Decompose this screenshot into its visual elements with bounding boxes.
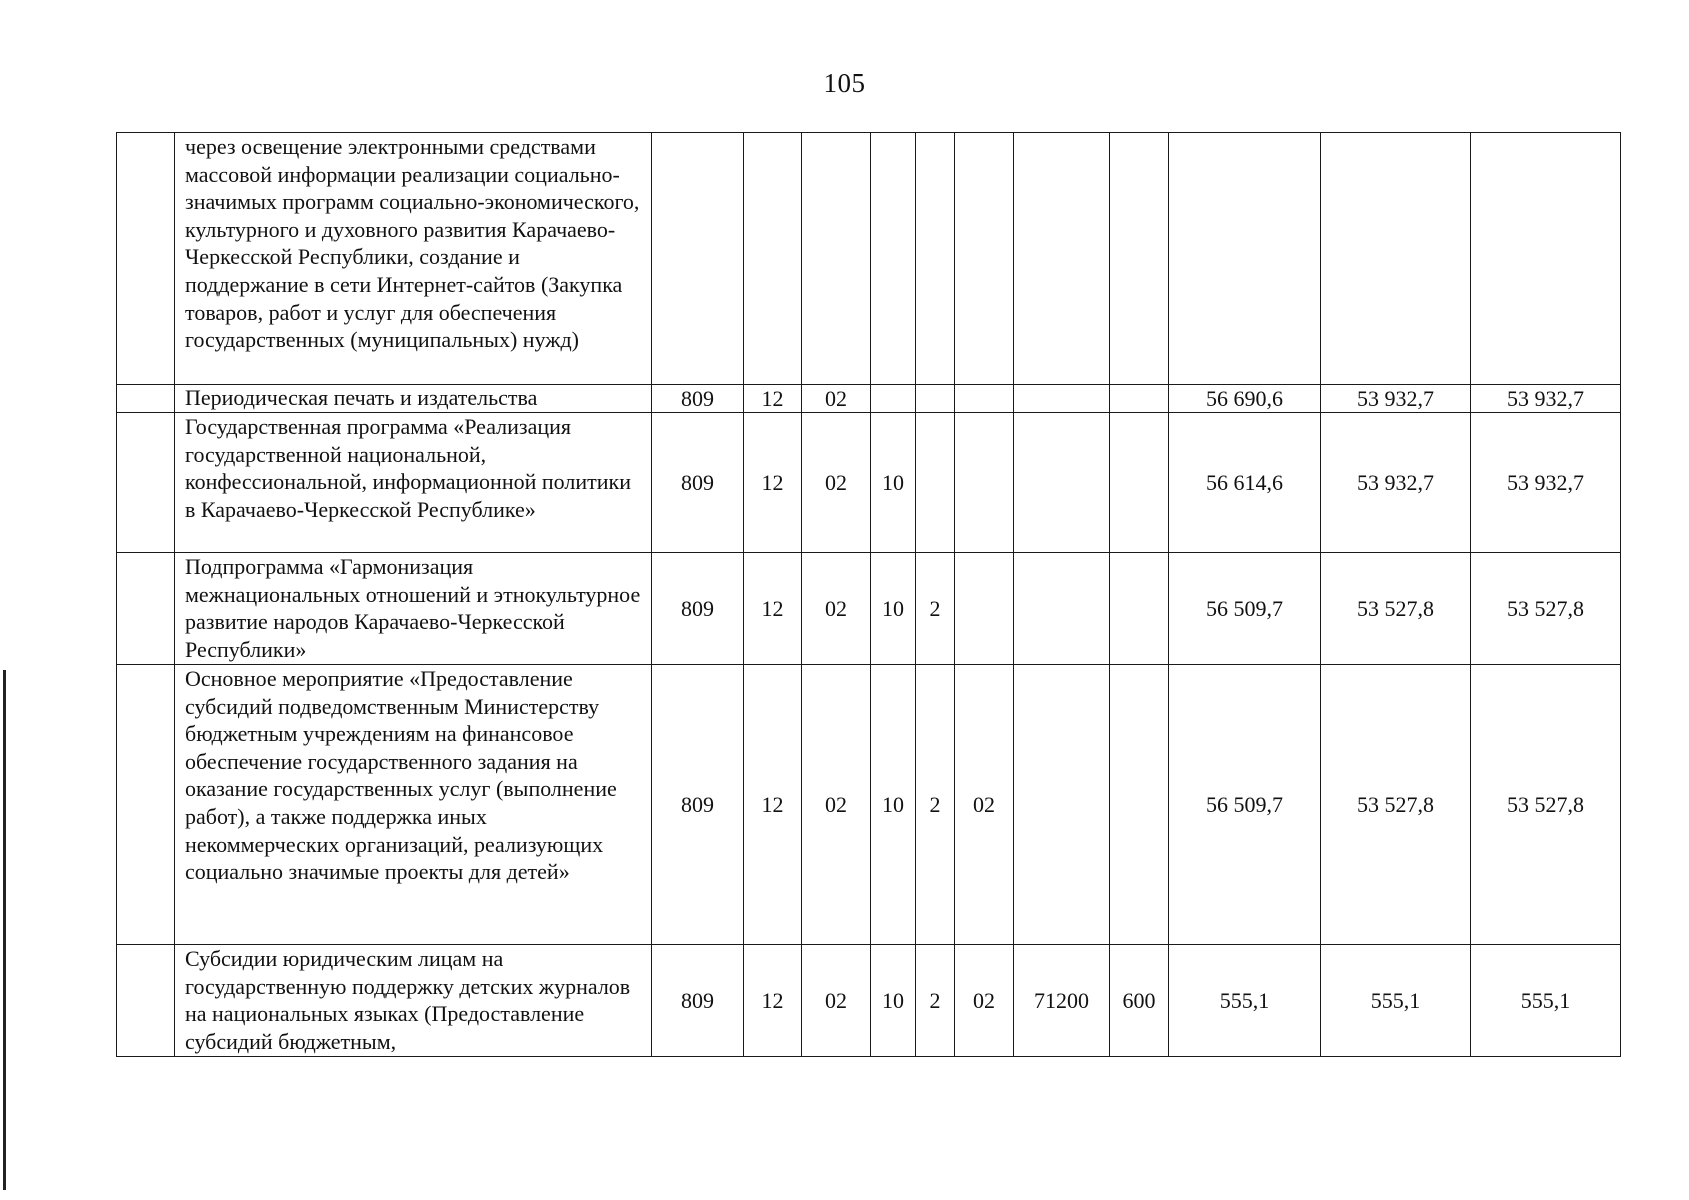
- cell-rz: 12: [744, 413, 802, 553]
- cell-sum-1: 56 509,7: [1169, 553, 1321, 665]
- cell-vr: [1110, 665, 1169, 945]
- cell-program: [871, 385, 916, 413]
- page-number: 105: [823, 68, 866, 98]
- cell-program: 10: [871, 413, 916, 553]
- cell-number: [117, 665, 175, 945]
- cell-sum-1: 56 690,6: [1169, 385, 1321, 413]
- cell-activity: [955, 133, 1014, 385]
- cell-direction: 71200: [1014, 945, 1110, 1057]
- cell-ved: 809: [652, 413, 744, 553]
- cell-pr: [802, 133, 871, 385]
- cell-direction: [1014, 385, 1110, 413]
- cell-sum-2: 555,1: [1321, 945, 1471, 1057]
- cell-sum-1: 555,1: [1169, 945, 1321, 1057]
- cell-direction: [1014, 413, 1110, 553]
- cell-sum-3: 555,1: [1471, 945, 1621, 1057]
- cell-program: 10: [871, 553, 916, 665]
- cell-rz: 12: [744, 945, 802, 1057]
- cell-number: [117, 385, 175, 413]
- cell-direction: [1014, 133, 1110, 385]
- budget-table: [116, 132, 1621, 1057]
- cell-number: [117, 553, 175, 665]
- cell-ved: 809: [652, 553, 744, 665]
- cell-pr: 02: [802, 945, 871, 1057]
- cell-vr: 600: [1110, 945, 1169, 1057]
- cell-rz: 12: [744, 385, 802, 413]
- cell-number: [117, 413, 175, 553]
- cell-name: Основное мероприятие «Предоставление субсидий подведомственным Министерству бюджетным учреждениям на финансовое обеспечение государственного задания на оказание государственных услуг (выполнение работ), а также поддержка иных некоммерческих организаций, реализующих социально значимые проекты для детей»: [175, 665, 652, 945]
- table-row: [117, 945, 1621, 1057]
- cell-activity: [955, 413, 1014, 553]
- cell-ved: 809: [652, 945, 744, 1057]
- cell-subprogram: 2: [916, 945, 955, 1057]
- cell-name: через освещение электронными средствами массовой информации реализации социально-значимых программ социально-экономического, культурного и духовного развития Карачаево-Черкесской Республики, создание и поддержание в сети Интернет-сайтов (Закупка товаров, работ и услуг для обеспечения государственных (муниципальных) нужд): [175, 133, 652, 385]
- cell-name: Периодическая печать и издательства: [175, 385, 652, 413]
- cell-direction: [1014, 665, 1110, 945]
- cell-pr: 02: [802, 385, 871, 413]
- cell-name: Подпрограмма «Гармонизация межнациональных отношений и этнокультурное развитие народов Карачаево-Черкесской Республики»: [175, 553, 652, 665]
- cell-pr: 02: [802, 553, 871, 665]
- cell-pr: 02: [802, 413, 871, 553]
- cell-rz: [744, 133, 802, 385]
- cell-ved: 809: [652, 385, 744, 413]
- table-row: [117, 553, 1621, 665]
- scan-edge-line: [3, 670, 6, 1190]
- cell-number: [117, 945, 175, 1057]
- cell-name: Государственная программа «Реализация государственной национальной, конфессиональной, информационной политики в Карачаево-Черкесской Республике»: [175, 413, 652, 553]
- cell-program: 10: [871, 665, 916, 945]
- cell-pr: 02: [802, 665, 871, 945]
- cell-number: [117, 133, 175, 385]
- cell-subprogram: [916, 385, 955, 413]
- cell-rz: 12: [744, 665, 802, 945]
- cell-sum-3: [1471, 133, 1621, 385]
- cell-sum-2: 53 932,7: [1321, 413, 1471, 553]
- cell-direction: [1014, 553, 1110, 665]
- cell-subprogram: 2: [916, 665, 955, 945]
- table-row: [117, 133, 1621, 385]
- cell-activity: [955, 553, 1014, 665]
- cell-sum-2: 53 932,7: [1321, 385, 1471, 413]
- cell-ved: [652, 133, 744, 385]
- cell-ved: 809: [652, 665, 744, 945]
- cell-rz: 12: [744, 553, 802, 665]
- cell-sum-1: 56 509,7: [1169, 665, 1321, 945]
- cell-name: Субсидии юридическим лицам на государственную поддержку детских журналов на национальных языках (Предоставление субсидий бюджетным,: [175, 945, 652, 1057]
- cell-vr: [1110, 413, 1169, 553]
- cell-sum-3: 53 932,7: [1471, 413, 1621, 553]
- cell-activity: 02: [955, 665, 1014, 945]
- cell-vr: [1110, 385, 1169, 413]
- cell-vr: [1110, 133, 1169, 385]
- cell-program: 10: [871, 945, 916, 1057]
- table-row: [117, 413, 1621, 553]
- cell-sum-3: 53 932,7: [1471, 385, 1621, 413]
- cell-activity: [955, 385, 1014, 413]
- cell-sum-2: [1321, 133, 1471, 385]
- cell-activity: 02: [955, 945, 1014, 1057]
- table-row: [117, 385, 1621, 413]
- cell-subprogram: [916, 133, 955, 385]
- cell-subprogram: [916, 413, 955, 553]
- cell-sum-1: 56 614,6: [1169, 413, 1321, 553]
- cell-sum-2: 53 527,8: [1321, 665, 1471, 945]
- cell-vr: [1110, 553, 1169, 665]
- cell-sum-3: 53 527,8: [1471, 553, 1621, 665]
- cell-sum-1: [1169, 133, 1321, 385]
- cell-subprogram: 2: [916, 553, 955, 665]
- cell-program: [871, 133, 916, 385]
- table-row: [117, 665, 1621, 945]
- cell-sum-3: 53 527,8: [1471, 665, 1621, 945]
- cell-sum-2: 53 527,8: [1321, 553, 1471, 665]
